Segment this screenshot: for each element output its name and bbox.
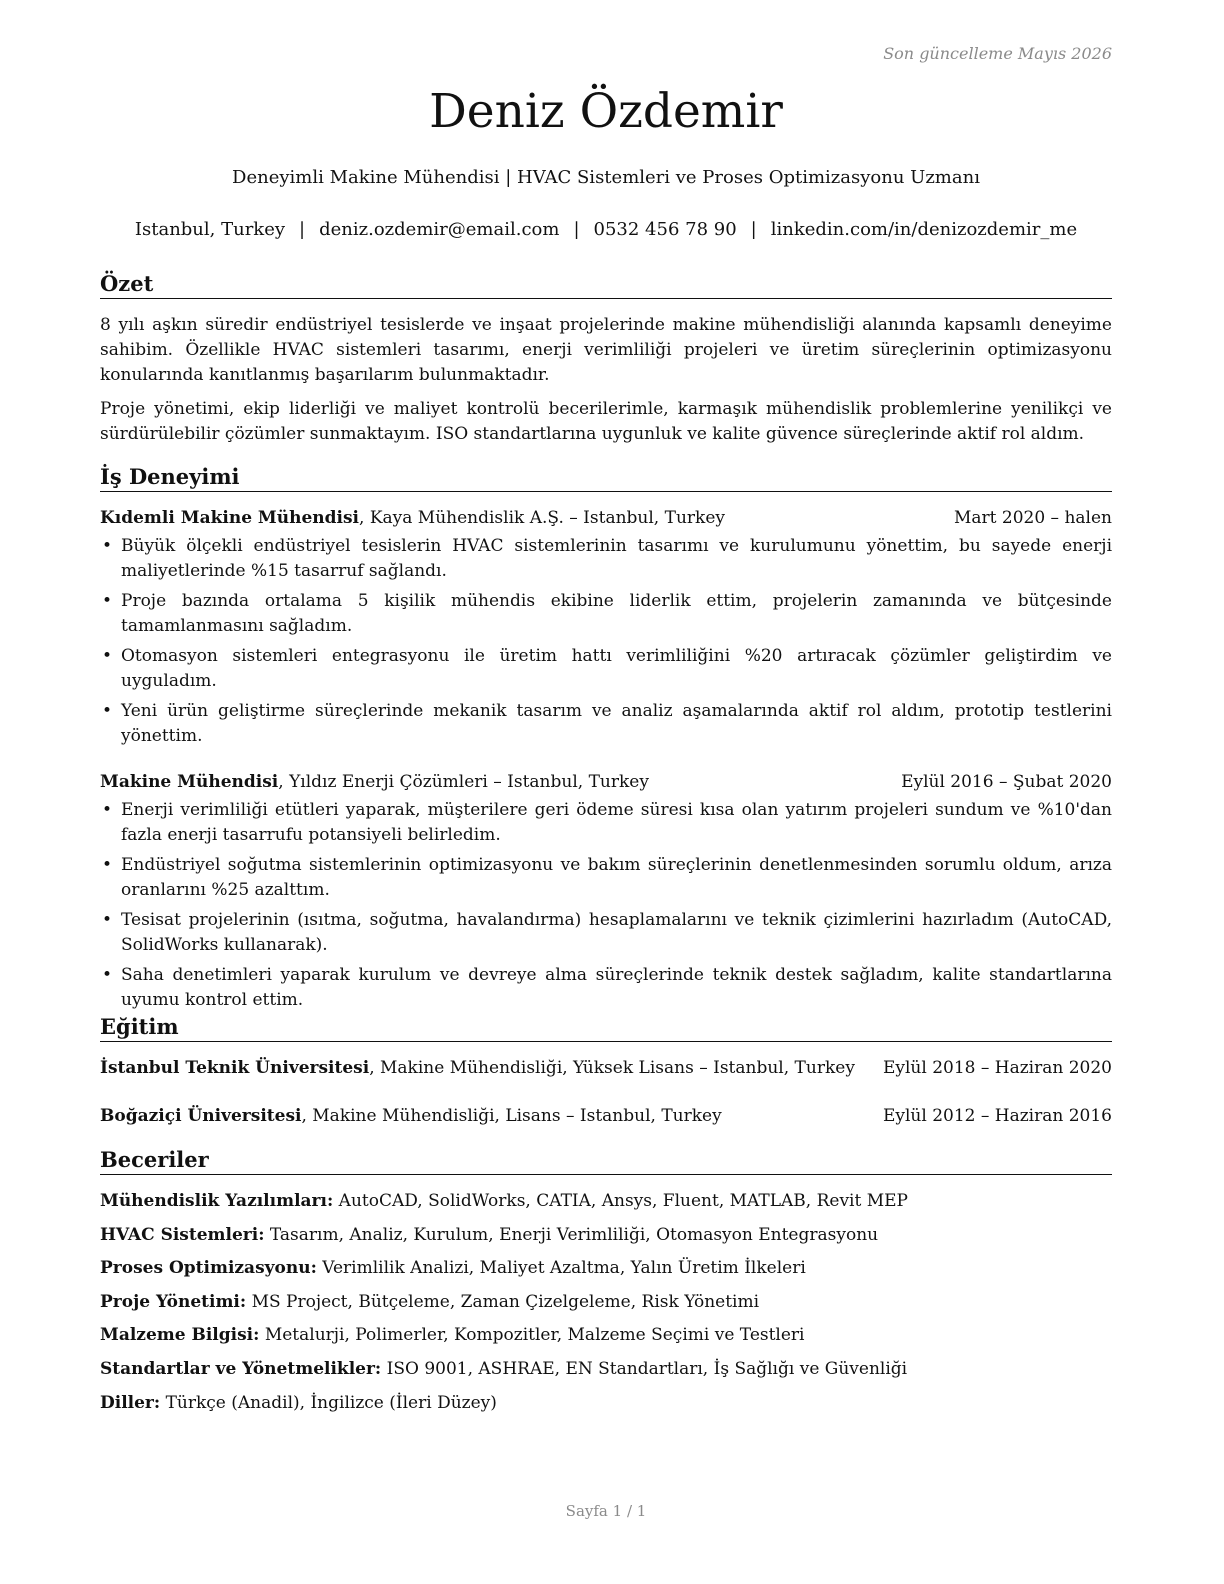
contact-line <box>100 219 1112 240</box>
skill-label: Mühendislik Yazılımları: <box>100 1191 334 1211</box>
job-bullets <box>100 534 1112 749</box>
skill-line <box>100 1290 1112 1314</box>
job-bullet: • Proje bazında ortalama 5 kişilik mühendis ekibine liderlik ettim, projelerin zamanında ve bütçesinde tamamlanmasını sağladım. <box>100 589 1112 639</box>
education-school-detail <box>100 1056 855 1080</box>
job-entry <box>100 506 1112 749</box>
education-entry <box>100 1104 1112 1128</box>
contact-email[interactable]: deniz.ozdemir@email.com <box>319 219 560 240</box>
job-bullet: • Yeni ürün geliştirme süreçlerinde mekanik tasarım ve analiz aşamalarında aktif rol aldım, prototip testlerini yönettim. <box>100 699 1112 749</box>
skill-value: Türkçe (Anadil), İngilizce (İleri Düzey) <box>160 1392 497 1413</box>
job-company: , Kaya Mühendislik A.Ş. – Istanbul, Turkey <box>359 508 725 528</box>
summary-paragraph: 8 yılı aşkın süredir endüstriyel tesislerde ve inşaat projelerinde makine mühendisliği alanında kapsamlı deneyime sahibim. Özellikle HVAC sistemleri tasarımı, enerji verimliliği projeleri ve üretim süreçlerinin optimizasyonu konularında kanıtlanmış başarılarım bulunmaktadır. <box>100 315 1112 385</box>
skills-list <box>100 1189 1112 1415</box>
experience-section <box>100 464 1112 1018</box>
contact-phone: 0532 456 78 90 <box>593 219 737 240</box>
section-title-education: Eğitim <box>100 1014 1112 1042</box>
contact-location: Istanbul, Turkey <box>134 219 286 240</box>
skill-line <box>100 1391 1112 1415</box>
summary-section <box>100 271 1112 447</box>
job-bullet: • Büyük ölçekli endüstriyel tesislerin HVAC sistemlerinin tasarımı ve kurulumunu yönettim, bu sayede enerji maliyetlerinde %15 tasarruf sağlandı. <box>100 534 1112 584</box>
last-updated: Son güncelleme Mayıs 2026 <box>883 44 1112 63</box>
job-entry <box>100 770 1112 1013</box>
contact-separator: | <box>750 219 757 240</box>
skill-label: HVAC Sistemleri: <box>100 1224 265 1245</box>
skill-line <box>100 1189 1112 1213</box>
education-school: İstanbul Teknik Üniversitesi <box>100 1058 370 1078</box>
skill-label: Malzeme Bilgisi: <box>100 1325 260 1346</box>
contact-separator: | <box>299 219 306 240</box>
skill-label: Diller: <box>100 1392 161 1413</box>
education-entry <box>100 1056 1112 1080</box>
summary-paragraph: Proje yönetimi, ekip liderliği ve maliyet kontrolü becerilerimle, karmaşık mühendislik problemlerine yenilikçi ve sürdürülebilir çözümler sunmaktayım. ISO standartlarına uygunluk ve kalite güvence süreçlerinde aktif rol aldım. <box>100 399 1112 444</box>
job-dates: Eylül 2016 – Şubat 2020 <box>901 772 1112 792</box>
job-header <box>100 506 1112 530</box>
skill-line <box>100 1357 1112 1381</box>
job-bullet: • Endüstriyel soğutma sistemlerinin optimizasyonu ve bakım süreçlerinin denetlenmesinden sorumlu oldum, arıza oranlarını %25 azalttım. <box>100 853 1112 903</box>
skill-line <box>100 1323 1112 1347</box>
skill-value: AutoCAD, SolidWorks, CATIA, Ansys, Fluent, MATLAB, Revit MEP <box>333 1191 908 1211</box>
job-bullet: • Tesisat projelerinin (ısıtma, soğutma, havalandırma) hesaplamalarını ve teknik çizimlerini hazırladım (AutoCAD, SolidWorks kullanarak). <box>100 908 1112 958</box>
person-name: Deniz Özdemir <box>429 84 783 139</box>
education-section <box>100 1014 1112 1128</box>
skill-value: Tasarım, Analiz, Kurulum, Enerji Verimliliği, Otomasyon Entegrasyonu <box>264 1224 879 1245</box>
contact-separator: | <box>573 219 580 240</box>
resume-page <box>100 0 1112 1584</box>
education-detail: , Makine Mühendisliği, Yüksek Lisans – Istanbul, Turkey <box>369 1058 855 1078</box>
job-header <box>100 770 1112 794</box>
education-dates: Eylül 2012 – Haziran 2016 <box>882 1106 1112 1126</box>
section-title-experience: İş Deneyimi <box>100 464 1112 492</box>
job-bullet: • Saha denetimleri yaparak kurulum ve devreye alma süreçlerinde teknik destek sağladım, kalite standartlarına uyumu kontrol ettim. <box>100 963 1112 1013</box>
skill-line <box>100 1223 1112 1247</box>
skill-value: MS Project, Bütçeleme, Zaman Çizelgeleme, Risk Yönetimi <box>246 1291 760 1312</box>
job-dates: Mart 2020 – halen <box>953 508 1112 528</box>
job-role: Kıdemli Makine Mühendisi <box>100 508 360 528</box>
education-school-detail <box>100 1104 722 1128</box>
page-number: Sayfa 1 / 1 <box>565 1502 647 1520</box>
skill-value: ISO 9001, ASHRAE, EN Standartları, İş Sağlığı ve Güvenliği <box>381 1358 908 1379</box>
skills-section <box>100 1147 1112 1424</box>
skill-value: Verimlilik Analizi, Maliyet Azaltma, Yalın Üretim İlkeleri <box>316 1258 806 1279</box>
job-company: , Yıldız Enerji Çözümleri – Istanbul, Turkey <box>278 772 649 792</box>
job-bullet: • Enerji verimliliği etütleri yaparak, müşterilere geri ödeme süresi kısa olan yatırım projeleri sundum ve %10'dan fazla enerji tasarrufu potansiyeli belirledim. <box>100 798 1112 848</box>
tagline: Deneyimli Makine Mühendisi | HVAC Sistemleri ve Proses Optimizasyonu Uzmanı <box>232 167 980 188</box>
page-footer <box>100 1502 1112 1520</box>
section-title-summary: Özet <box>100 271 1112 299</box>
section-title-skills: Beceriler <box>100 1147 1112 1175</box>
job-bullet: • Otomasyon sistemleri entegrasyonu ile üretim hattı verimliliğini %20 artıracak çözümler geliştirdim ve uyguladım. <box>100 644 1112 694</box>
skill-label: Proje Yönetimi: <box>100 1291 247 1312</box>
education-detail: , Makine Mühendisliği, Lisans – Istanbul, Turkey <box>301 1106 722 1126</box>
job-bullets <box>100 798 1112 1013</box>
job-role-company <box>100 770 649 794</box>
skill-label: Proses Optimizasyonu: <box>100 1258 317 1279</box>
education-dates: Eylül 2018 – Haziran 2020 <box>882 1058 1112 1078</box>
job-role-company <box>100 506 725 530</box>
skill-line <box>100 1256 1112 1280</box>
job-role: Makine Mühendisi <box>100 772 279 792</box>
skill-label: Standartlar ve Yönetmelikler: <box>100 1358 382 1379</box>
education-school: Boğaziçi Üniversitesi <box>100 1106 302 1126</box>
contact-linkedin[interactable]: linkedin.com/in/denizozdemir_me <box>770 219 1078 240</box>
skill-value: Metalurji, Polimerler, Kompozitler, Malzeme Seçimi ve Testleri <box>259 1325 805 1346</box>
